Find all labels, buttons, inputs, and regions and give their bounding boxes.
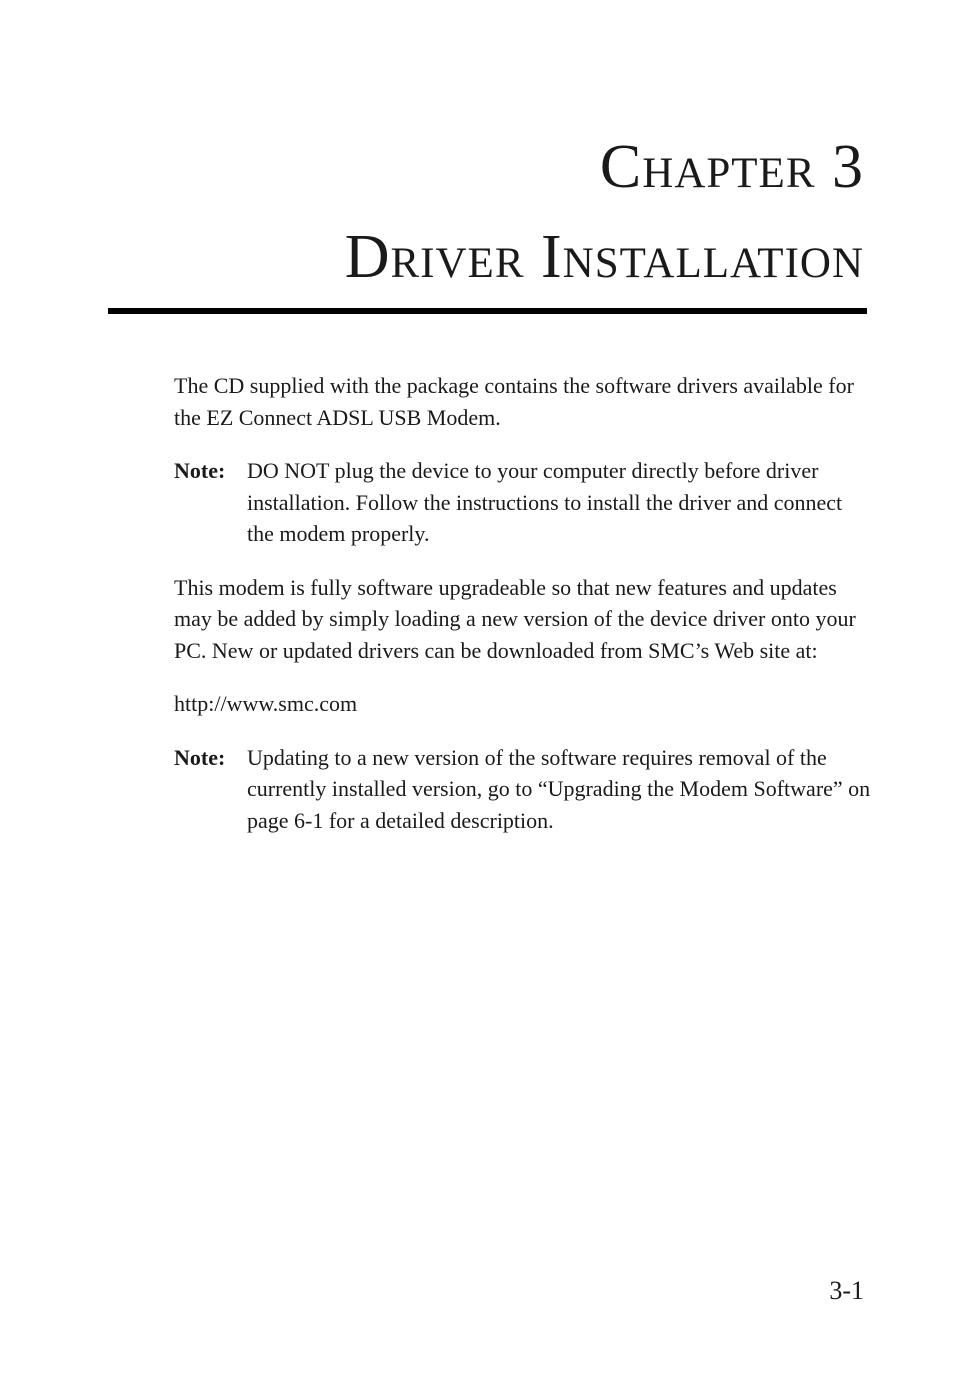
note-text: Updating to a new version of the software requires removal of the currently installed version, go to “Upgrading the Modem Software” on page 6-1 for a detailed description. [247, 744, 871, 833]
note-label: Note: [174, 744, 226, 770]
chapter-heading [345, 122, 864, 302]
page-number: 3-1 [829, 1276, 864, 1305]
note-install [174, 455, 874, 550]
note-update [174, 742, 874, 837]
chapter-title: Driver Installation [344, 223, 864, 291]
note-text: DO NOT plug the device to your computer directly before driver installation. Follow the instructions to install the driver and connect the modem properly. [247, 458, 843, 546]
note-label: Note: [174, 458, 226, 483]
upgrade-paragraph: This modem is fully software upgradeable so that new features and updates may be added by simply loading a new version of the device driver onto your PC. New or updated drivers can be downloaded from SMC’s Web site at: [174, 574, 856, 663]
chapter-number: Chapter 3 [599, 133, 864, 201]
website-url: http://www.smc.com [174, 691, 358, 716]
page-content [174, 370, 874, 858]
heading-divider [108, 308, 867, 314]
intro-paragraph: The CD supplied with the package contains the software drivers available for the EZ Connect ADSL USB Modem. [174, 373, 854, 430]
